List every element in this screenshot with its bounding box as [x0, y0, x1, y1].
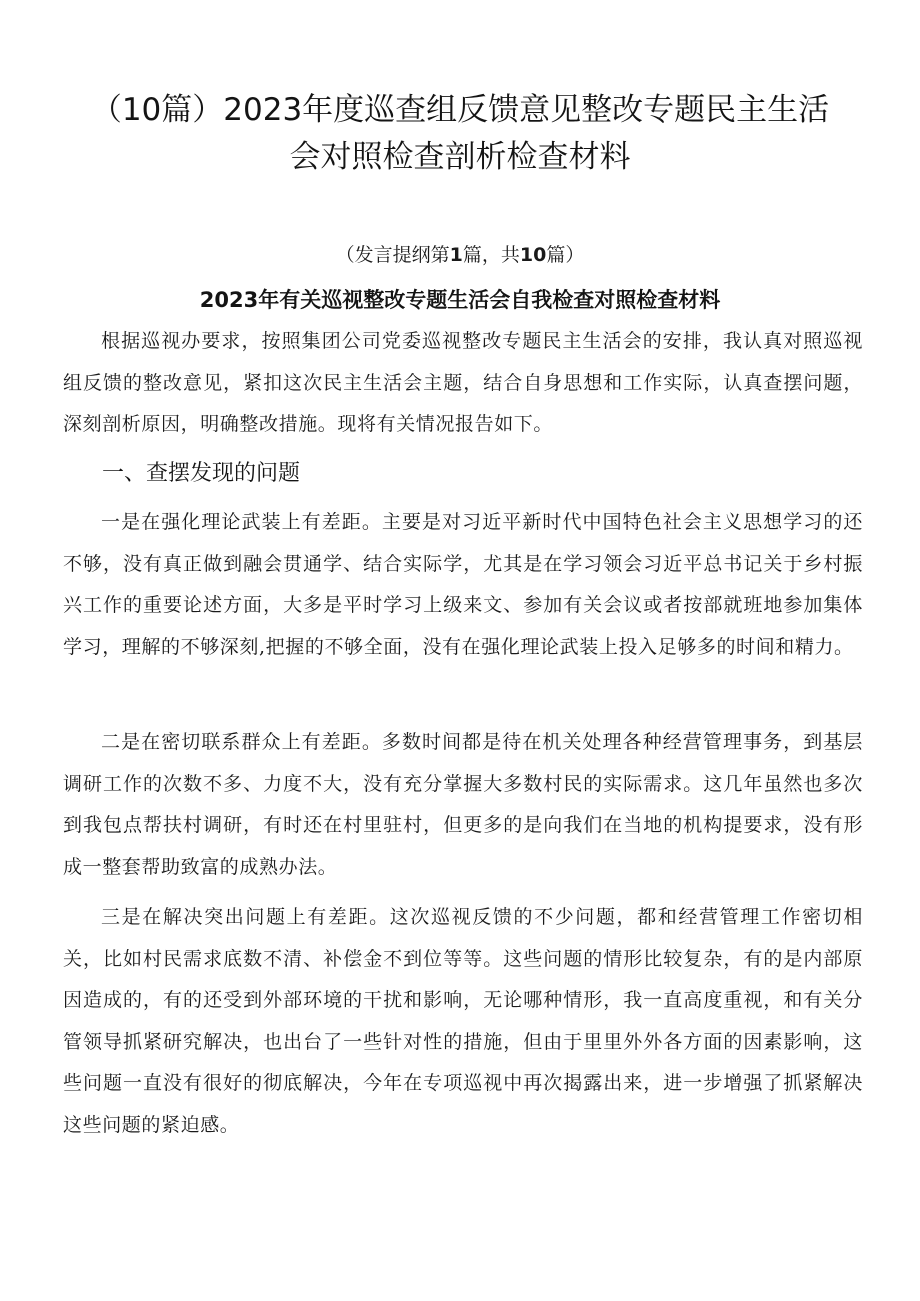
outline-note-suffix: 篇）: [546, 244, 585, 266]
paragraph-one: 一是在强化理论武装上有差距。主要是对习近平新时代中国特色社会主义思想学习的还不够，没有真正做到融会贯通学、结合实际学，尤其是在学习领会习近平总书记关于乡村振兴工作的重要论述方面，大多是平时学习上级来文、参加有关会议或者按部就班地参加集体学习，理解的不够深刻,把握的不够全面，没有在强化理论武装上投入足够多的时间和精力。: [63, 511, 863, 658]
document-title-line-2: 会对照检查剖析检查材料: [289, 139, 631, 175]
outline-note-middle: 篇，共: [462, 244, 520, 266]
document-title-line-1: （10篇）2023年度巡查组反馈意见整改专题民主生活: [90, 92, 830, 128]
outline-note: [60, 240, 860, 270]
outline-note-part-number: 1: [449, 244, 463, 266]
outline-note-total-number: 10: [519, 244, 547, 266]
paragraph-three: 三是在解决突出问题上有差距。这次巡视反馈的不少问题，都和经营管理工作密切相关，比如村民需求底数不清、补偿金不到位等等。这些问题的情形比较复杂，有的是内部原因造成的，有的还受到外部环境的干扰和影响，无论哪种情形，我一直高度重视，和有关分管领导抓紧研究解决，也出台了一些针对性的措施，但由于里里外外各方面的因素影响，这些问题一直没有很好的彻底解决，今年在专项巡视中再次揭露出来，进一步增强了抓紧解决这些问题的紧迫感。: [63, 906, 863, 1136]
document-subtitle: 2023年有关巡视整改专题生活会自我检查对照检查材料: [199, 288, 721, 312]
outline-note-prefix: （发言提纲第: [335, 244, 450, 266]
intro-paragraph: 根据巡视办要求，按照集团公司党委巡视整改专题民主生活会的安排，我认真对照巡视组反馈的整改意见，紧扣这次民主生活会主题，结合自身思想和工作实际，认真查摆问题，深刻剖析原因，明确整改措施。现将有关情况报告如下。: [63, 330, 863, 436]
section-heading: 一、查摆发现的问题: [102, 461, 301, 486]
paragraph-two: 二是在密切联系群众上有差距。多数时间都是待在机关处理各种经营管理事务，到基层调研工作的次数不多、力度不大，没有充分掌握大多数村民的实际需求。这几年虽然也多次到我包点帮扶村调研，有时还在村里驻村，但更多的是向我们在当地的机构提要求，没有形成一整套帮助致富的成熟办法。: [63, 731, 863, 878]
